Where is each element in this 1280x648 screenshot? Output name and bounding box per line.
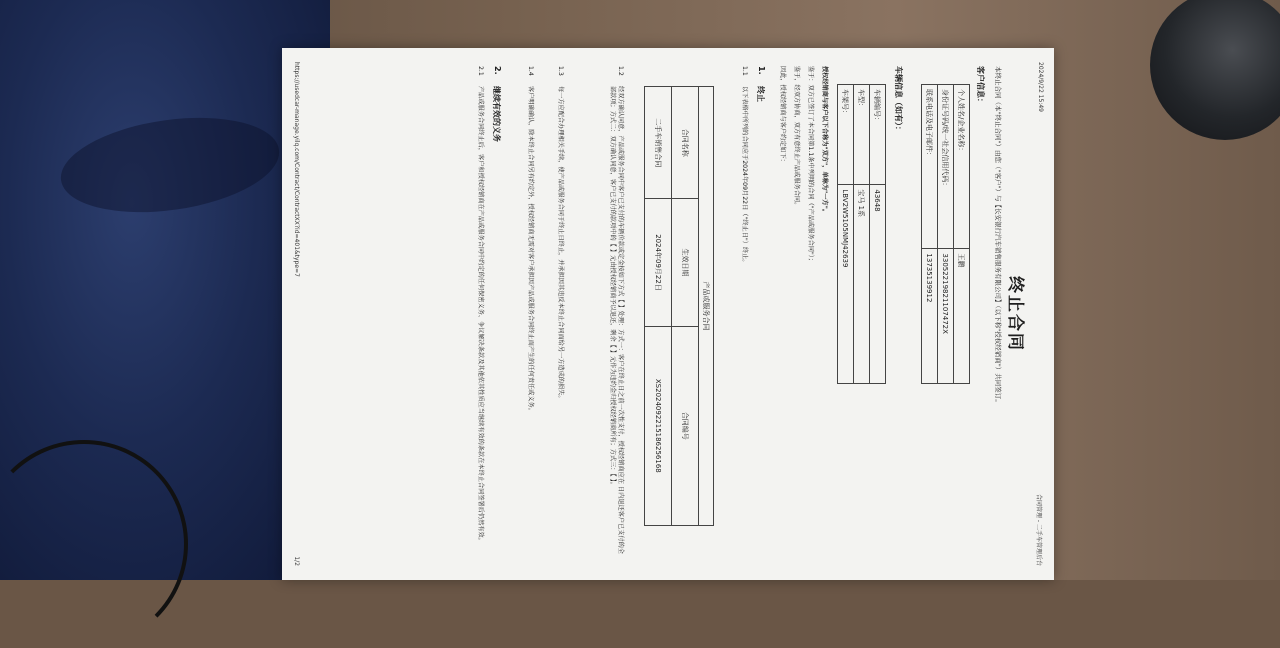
section-2-title: 继续有效的义务 (492, 86, 501, 142)
service-contract-table (644, 86, 714, 526)
table-row (870, 85, 886, 384)
parties-definition: 授权经销商与客户以下合称为"双方"，单称为"一方"。 (821, 66, 828, 216)
vehicle-model-value: 宝马 1系 (854, 185, 870, 384)
table-row (854, 85, 870, 384)
table-row (922, 85, 938, 384)
table-row (645, 87, 672, 526)
print-system-label: 合同管理 - 二手车管理后台 (1035, 494, 1042, 566)
document-title: 终止合同 (1005, 276, 1025, 352)
customer-info-table (921, 84, 970, 384)
footer-page-number: 1/2 (293, 556, 300, 566)
vehicle-id-label: 车辆编号： (870, 85, 886, 185)
rotated-page (282, 48, 1054, 580)
table-row (938, 85, 954, 384)
service-contract-name: 二手车销售合同 (645, 87, 672, 199)
service-effective-date: 2024年09月22日 (645, 199, 672, 326)
section-1-number: 1. (757, 66, 766, 75)
clause-1-1-number: 1.1 (741, 66, 748, 76)
customer-contact-label: 联系电话及电子邮件： (922, 85, 938, 249)
service-table-caption: 产品或服务合同 (699, 87, 714, 526)
customer-id-value: 330522198211074​72X (938, 249, 954, 384)
customer-id-label: 身份证号码/统一社会信用代码： (938, 85, 954, 249)
customer-contact-value: 13735139912 (922, 249, 938, 384)
clause-1-1-text: 以下表格中所列的合同应于2024年09月22日（"终止日"）终止。 (741, 86, 748, 266)
document-paper (282, 48, 1054, 580)
table-row (954, 85, 970, 384)
service-header-name: 合同名称 (672, 87, 699, 199)
vehicle-info-table (837, 84, 886, 384)
clause-1-2-text: 经双方确认同意，产品或服务合同中客户已支付的车辆价款或定金按如下方式【 】处理：方式一：客户在终止日之前一次性支付，授权经销商应在 日内退还客户已支付的全部款项；方式二：双方确认同意，客户已支付的款项中的【 】元由授权经销商予以退还，剩余【 】元作为违约金归授权经销商所有；方式三：【 】。 (609, 86, 624, 554)
section-2-number: 2. (493, 66, 502, 75)
clause-2-1-number: 2.1 (477, 66, 484, 76)
vehicle-id-value: 43648 (870, 185, 886, 384)
customer-name-label: 个人姓名/企业名称： (954, 85, 970, 249)
vin-label: 车架号： (838, 85, 854, 185)
table-row (672, 87, 699, 526)
print-datetime: 2024/9/22 15:49 (1037, 62, 1044, 112)
section-1-title: 终止 (756, 86, 765, 102)
service-contract-number: XS202409221518625616​8 (645, 326, 672, 525)
clause-1-3-number: 1.3 (557, 66, 564, 76)
customer-name-value: 王鹏 (954, 249, 970, 384)
customer-info-label: 客户信息： (976, 66, 985, 106)
table-row (838, 85, 854, 384)
vehicle-info-label: 车辆信息（如有）： (894, 66, 903, 134)
intro-paragraph: 本终止合同（本"终止合同"）由您（"客户"）与【长安银行汽车销售服务有限公司】（以下称"授权经销商"）共同签订。 (994, 66, 1002, 406)
agreement-lead: 因此，授权经销商与客户约定如下： (779, 66, 786, 165)
clause-1-4-text: 客户明确确认，除本终止合同另有约定外，授权经销商无需对客户承担因产品或服务合同终止而产生的任何责任或义务。 (527, 86, 534, 414)
clause-2-1-text: 产品或服务合同终止后，客户和授权经销商在产品或服务合同中约定的任何保密义务、争议解决条款及其他依其性质应当继续有效的条款在本终止合同签署后仍然有效。 (477, 86, 484, 544)
whereas-one: 鉴于：双方已签订了本合同第1.1条中列明的合同（"产品或服务合同"）； (807, 66, 814, 265)
vin-value: LBV2W5105NMJ42639 (838, 185, 854, 384)
clause-1-3-text: 每一方应配合办理相关手续，使产品或服务合同于终止日终止，并承担因其违反本终止合同而给另一方造成的损失。 (557, 86, 564, 402)
table-row (699, 87, 714, 526)
whereas-two: 鉴于，经双方协商，双方有意终止产品或服务合同。 (793, 66, 800, 209)
clause-1-2-number: 1.2 (617, 66, 624, 76)
vehicle-model-label: 车型： (854, 85, 870, 185)
service-header-date: 生效日期 (672, 199, 699, 326)
clause-1-4-number: 1.4 (527, 66, 534, 76)
service-header-number: 合同编号 (672, 326, 699, 525)
footer-url: https://usedcar-manage.yilq.com/Contract/ContractXX?id=401&type=7 (293, 62, 300, 277)
